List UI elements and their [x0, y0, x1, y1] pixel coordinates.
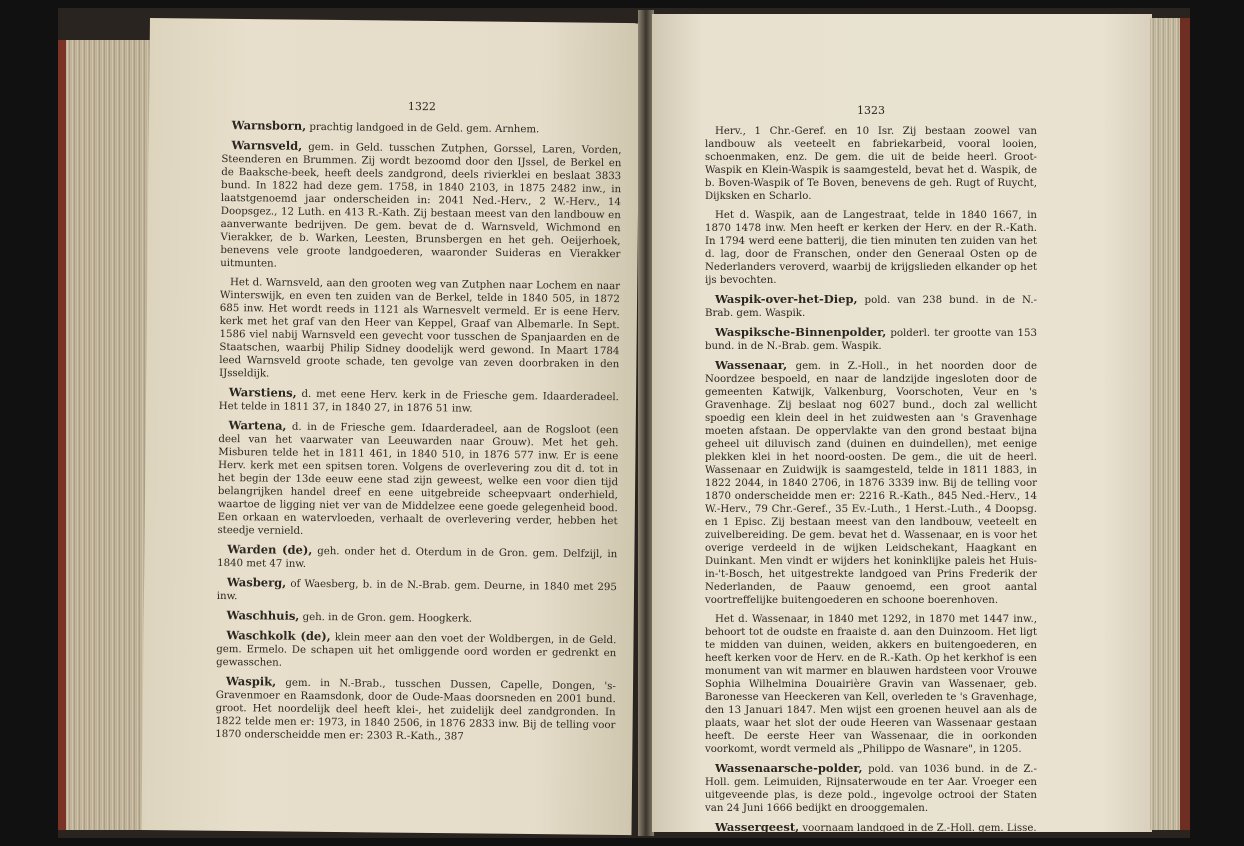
- entry-headword: Waschhuis,: [226, 608, 300, 623]
- dictionary-entry: [705, 613, 1037, 756]
- entry-headword: Warstiens,: [228, 385, 297, 400]
- dictionary-entry: [220, 139, 621, 274]
- entry-text: geh. in de Gron. gem. Hoogkerk.: [302, 611, 473, 625]
- entry-headword: Wassergeest,: [715, 820, 800, 834]
- entry-headword: Warden (de),: [227, 542, 313, 557]
- right-entries: [705, 125, 1037, 835]
- entry-text: Het d. Waspik, aan de Langestraat, telde in 1840 1667, in 1870 1478 inw. Men heeft er kerken der Herv. en der R.-Kath. In 1794 werd eene batterij, die tien minuten ten zuiden van het d. lag, door de Franschen, onder den Generaal Osten op de Nederlanders veroverd, waarbij de krijgslieden elkander op het ijs bevochten.: [705, 210, 1037, 286]
- entry-text: gem. in Z.-Holl., in het noorden door de Noordzee bespoeld, en naar de landzijde ingesloten door de gemeenten Katwijk, Valkenburg, Voorschoten, Veur en 's Gravenhage. Zij beslaat nog 6027 bund., doch zal wellicht spoedig een klein deel in het zuidwesten aan 's Gravenhage moeten afstaan. De oppervlakte van den grond bestaat bijna geheel uit diluvisch zand (duinen en duindellen), met eenige plekken klei in het noord-oosten. De gem., die uit de heerl. Wassenaar en Zuidwijk is saamgesteld, telde in 1811 1883, in 1822 2044, in 1840 2706, in 1876 3339 inw. Bij de telling voor 1870 onderscheidde men er: 2216 R.-Kath., 845 Ned.-Herv., 14 W.-Herv., 79 Chr.-Geref., 35 Ev.-Luth., 1 Herst.-Luth., 4 Doopsg. en 1 Episc. Zij bestaan meest van den landbouw, veeteelt en zuivelbereiding. De gem. bevat het d. Wassenaar, en is voor het overige verdeeld in de wijken Leidschekant, Haagkant en Duinkant. Men vindt er wijders het koninklijke paleis het Huis-in-'t-Bosch, het uitgestrekte landgoed van Prins Frederik der Nederlanden, de Paauw genoemd, een groot aantal voortreffelijke buitengoederen en schoone boerenhoven.: [705, 361, 1037, 606]
- entry-headword: Warnsborn,: [231, 118, 307, 133]
- dictionary-entry: [705, 326, 1037, 353]
- dictionary-entry: [219, 386, 619, 417]
- entry-text: pold. van 238 bund. in de N.-Brab. gem. Waspik.: [705, 295, 1037, 319]
- dictionary-entry: [219, 276, 620, 384]
- entry-headword: Wartena,: [228, 418, 287, 433]
- entry-text: gem. in N.-Brab., tusschen Dussen, Capelle, Dongen, 's-Gravenmoer en Raamsdonk, door de Oude-Maas doorsneden en 2001 bund. groot. Het noordelijk deel heeft klei-, het zuidelijk deel zandgronden. In 1822 telde men er: 1973, in 1840 2506, in 1876 2833 inw. Bij de telling voor 1870 onderscheidde men er: 2303 R.-Kath., 387: [215, 677, 616, 743]
- entry-text: d. met eene Herv. kerk in de Friesche gem. Idaarderadeel. Het telde in 1811 37, in 1840 27, in 1876 51 inw.: [218, 388, 619, 415]
- left-entries: [215, 119, 621, 745]
- entry-headword: Waspiksche-Binnenpolder,: [715, 325, 887, 339]
- entry-text: d. in de Friesche gem. Idaarderadeel, aan de Rogsloot (een deel van het vaarwater van Leeuwarden naar Grouw). Met het geh. Misburen telde het in 1811 461, in 1840 510, in 1876 577 inw. Er is eene Herv. kerk met een spitsen toren. Volgens de overlevering zou dit d. tot in het begin der 13de eeuw eene stad zijn geweest, welke een voor dien tijd belangrijken handel dreef en eene uitgebreide scheepvaart onderhield, waartoe de ligging niet ver van de Middelzee eene goede gelegenheid bood. Een orkaan en watervloeden, verhaalt de overlevering verder, hebben het steedje vernield.: [217, 421, 619, 537]
- dictionary-entry: [216, 629, 616, 673]
- left-page-number: 1322: [407, 99, 436, 114]
- entry-headword: Waspik,: [225, 674, 277, 689]
- entry-text: Het d. Wassenaar, in 1840 met 1292, in 1870 met 1447 inw., behoort tot de oudste en fraaiste d. aan den Duinzoom. Het ligt te midden van duinen, weiden, akkers en buitengoederen, en heeft kerken voor de Herv. en de R.-Kath. Op het kerkhof is een monument van wit marmer en blauwen hardsteen voor Vrouwe Sophia Wilhelmina Douairière Gravin van Wassenaer, geb. Baronesse van Heeckeren van Kell, overleden te 's Gravenhage, den 13 Januari 1847. Men wijst een groenen heuvel aan als de plaats, waar het slot der oude Heeren van Wassenaar gestaan heeft. De eerste Heer van Wassenaar, die in oorkonden voorkomt, wordt vermeld als „Philippo de Wasnare", in 1205.: [705, 614, 1037, 755]
- entry-headword: Waspik-over-het-Diep,: [715, 292, 858, 306]
- entry-headword: Waschkolk (de),: [226, 628, 331, 644]
- dictionary-entry: [705, 821, 1037, 835]
- entry-text: prachtig landgoed in de Geld. gem. Arnhem.: [309, 121, 540, 136]
- entry-text: voornaam landgoed in de Z.-Holl. gem. Lisse.: [802, 823, 1037, 834]
- entry-text: of Waesberg, b. in de N.-Brab. gem. Deurne, in 1840 met 295 inw.: [216, 578, 617, 603]
- entry-headword: Warnsveld,: [231, 138, 303, 153]
- right-page-number: 1323: [857, 104, 885, 117]
- entry-headword: Wasberg,: [226, 575, 287, 590]
- entry-text: Herv., 1 Chr.-Geref. en 10 Isr. Zij bestaan zoowel van landbouw als veeteelt en fabriekarbeid, vooral looien, schoenmaken, enz. De gem. die uit de beide heerl. Groot-Waspik en Klein-Waspik is saamgesteld, bevat het d. Waspik, de b. Boven-Waspik of Te Boven, benevens de geh. Rugt of Ruycht, Dijksken en Scharlo.: [705, 126, 1037, 202]
- dictionary-entry: [215, 675, 616, 745]
- dictionary-entry: [705, 359, 1037, 607]
- dictionary-entry: [217, 609, 617, 627]
- dictionary-entry: [705, 125, 1037, 203]
- entry-headword: Wassenaarsche-polder,: [715, 761, 863, 775]
- left-page-text: [215, 98, 622, 751]
- entry-text: polderl. ter grootte van 153 bund. in de N.-Brab. gem. Waspik.: [705, 328, 1037, 352]
- right-page-text: [705, 104, 1037, 841]
- dictionary-entry: [217, 576, 617, 607]
- right-binding: [1180, 18, 1190, 830]
- entry-text: Het d. Warnsveld, aan den grooten weg van Zutphen naar Lochem en naar Winterswijk, en even ten zuiden van de Berkel, telde in 1840 505, in 1872 685 inw. Het wordt reeds in 1121 als Warnesvelt vermeld. Er is eene Herv. kerk met het graf van den Heer van Keppel, Graaf van Albemarle. In Sept. 1586 viel nabij Warnsveld een gevecht voor tusschen de Spanjaarden en de Staatschen, waarbij Philip Sidney doodelijk werd gewond. In Maart 1784 leed Warnsveld groote schade, ten gevolge van zeven doorbraken in den IJsseldijk.: [219, 277, 621, 380]
- entry-headword: Wassenaar,: [715, 358, 788, 372]
- dictionary-entry: [705, 762, 1037, 815]
- entry-text: pold. van 1036 bund. in de Z.-Holl. gem. Leimuiden, Rijnsaterwoude en ter Aar. Vroeger een uitgeveende plas, is deze pold., ingevolge octrooi der Staten van 24 Juni 1666 bedijkt en drooggemalen.: [705, 764, 1037, 814]
- dictionary-entry: [705, 293, 1037, 320]
- dictionary-entry: [222, 119, 622, 137]
- entry-text: gem. in Geld. tusschen Zutphen, Gorssel, Laren, Vorden, Steenderen en Brummen. Zij wordt bezoomd door den IJssel, de Berkel en de Baaksche-beek, heeft deels zandgrond, deels rivierklei en beslaat 3833 bund. In 1822 had deze gem. 1758, in 1840 2103, in 1875 2482 inw., in laatstgenoemd jaar onderscheiden in: 2041 Ned.-Herv., 2 W.-Herv., 14 Doopsgez., 12 Luth. en 413 R.-Kath. Zij bestaan meest van den landbouw en aanverwante bedrijven. De gem. bevat de d. Warnsveld, Wichmond en Vierakker, de b. Warken, Leesten, Brunsbergen en het geh. Oeijerhoek, benevens vele groote landgoederen, waaronder Suideras en Vierakker uitmunten.: [220, 141, 622, 270]
- entry-text: klein meer aan den voet der Woldbergen, in de Geld. gem. Ermelo. De schapen uit het omliggende oord worden er gedrenkt en gewasschen.: [216, 632, 617, 669]
- dictionary-entry: [705, 209, 1037, 287]
- left-binding: [58, 40, 66, 830]
- dictionary-entry: [217, 543, 617, 574]
- dictionary-entry: [217, 419, 618, 541]
- entry-text: geh. onder het d. Oterdum in de Gron. gem. Delfzijl, in 1840 met 47 inw.: [217, 546, 618, 570]
